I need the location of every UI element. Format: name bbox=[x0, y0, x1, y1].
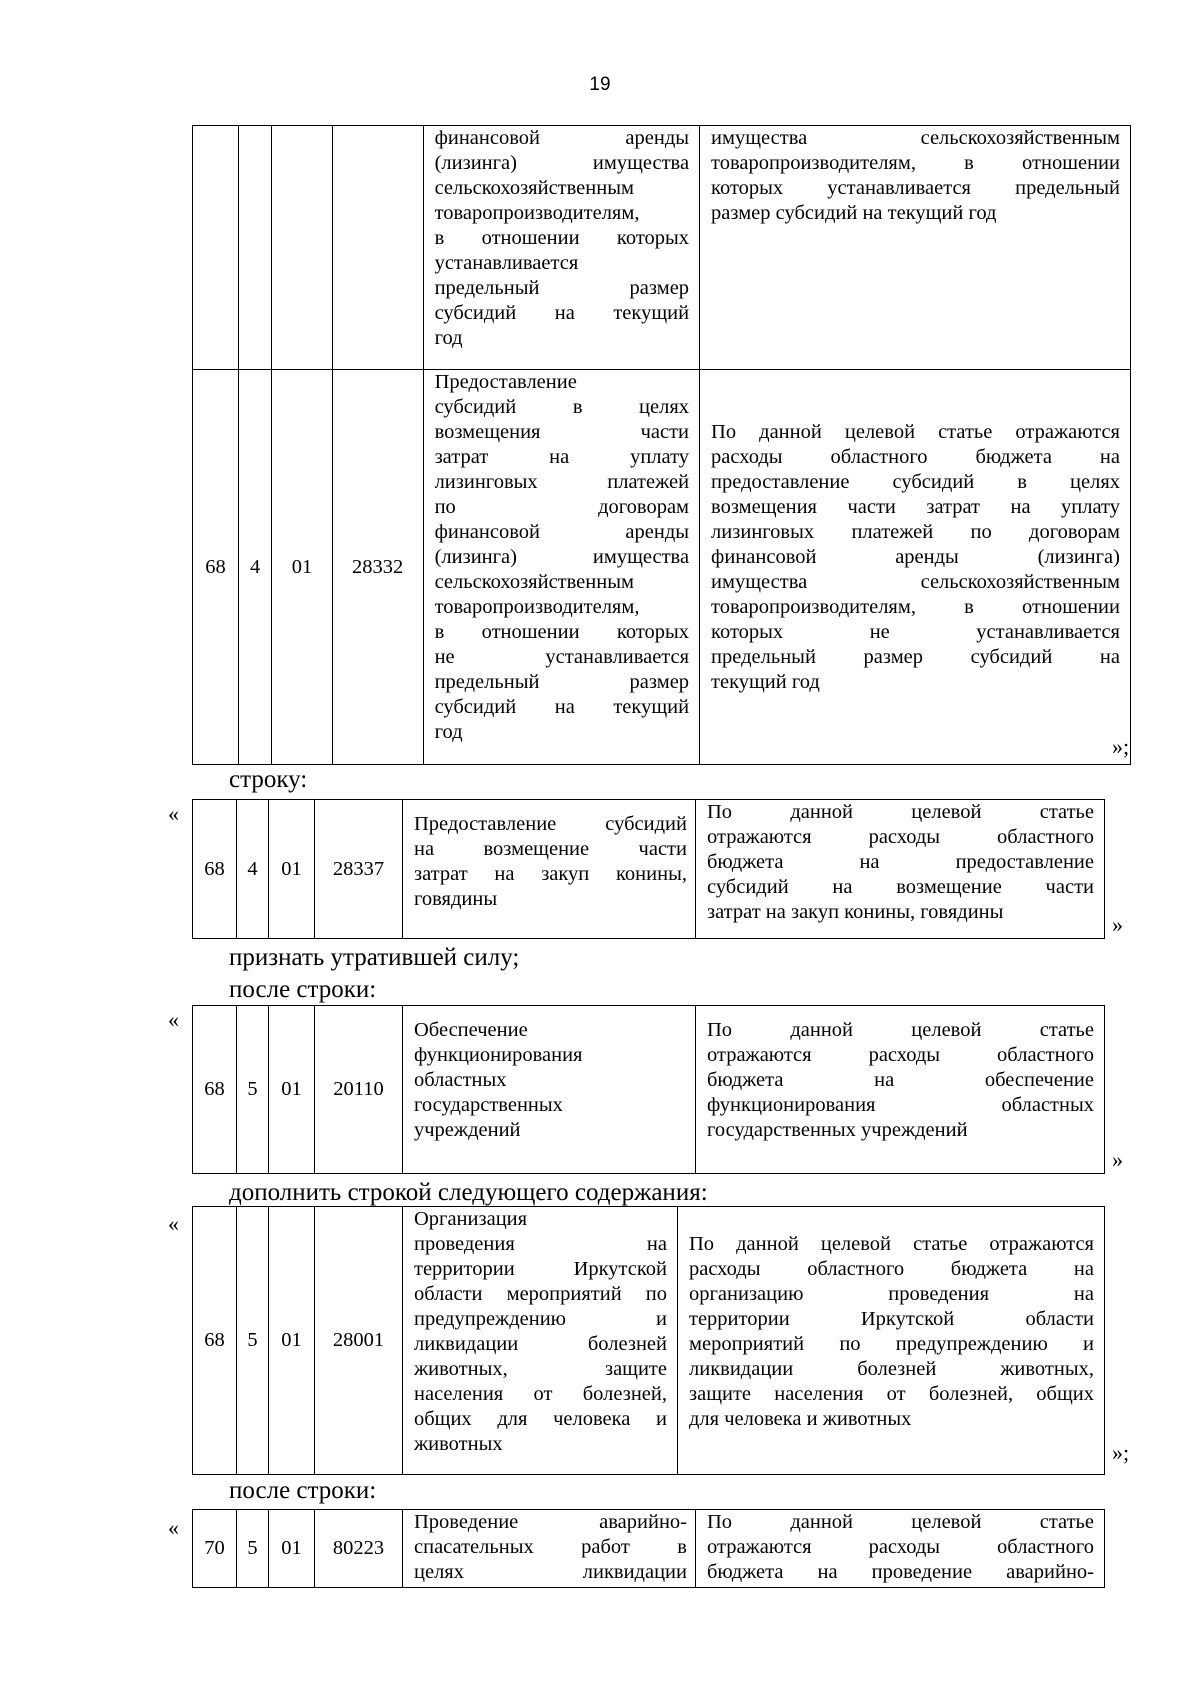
text-line: бюджета на предоставление bbox=[707, 851, 1094, 873]
code-direction: 28337 bbox=[315, 800, 403, 939]
code-direction: 28332 bbox=[332, 370, 423, 765]
text-line: год bbox=[434, 721, 463, 743]
code-main bbox=[193, 126, 239, 370]
text-line: расходы областного бюджета на bbox=[711, 446, 1120, 468]
text-line: предельный размер bbox=[434, 277, 690, 299]
text-line: не устанавливается bbox=[434, 646, 690, 668]
code-main: 68 bbox=[193, 1006, 237, 1174]
table-row bbox=[193, 1510, 1105, 1588]
text-line: которых не устанавливается bbox=[711, 621, 1120, 643]
text-line: мероприятий по предупреждению и bbox=[689, 1333, 1094, 1355]
section-heading: дополнить строкой следующего содержания: bbox=[229, 1179, 708, 1206]
text-line: областных bbox=[414, 1069, 507, 1091]
text-line: субсидий в целях bbox=[434, 396, 690, 418]
text-line: товаропроизводителям, bbox=[434, 596, 640, 618]
text-line: области мероприятий по bbox=[414, 1283, 667, 1305]
item-name-cell bbox=[403, 800, 696, 939]
text-line: субсидий на текущий bbox=[434, 302, 690, 324]
text-line: территории Иркутской bbox=[414, 1258, 667, 1280]
text-line: сельскохозяйственным bbox=[434, 177, 634, 199]
text-line: животных bbox=[414, 1433, 503, 1455]
text-line: (лизинга) имущества bbox=[434, 152, 690, 174]
budget-table-1 bbox=[192, 125, 1131, 765]
code-group: 01 bbox=[272, 370, 333, 765]
text-line: территории Иркутской области bbox=[689, 1308, 1094, 1330]
text-line: государственных bbox=[414, 1094, 563, 1116]
item-name-cell bbox=[403, 1510, 696, 1588]
text-line: размер субсидий на текущий год bbox=[711, 202, 997, 224]
opening-quote: « bbox=[168, 1211, 179, 1236]
text-line: лизинговых платежей по договорам bbox=[711, 521, 1120, 543]
text-line: финансовой аренды bbox=[434, 127, 690, 149]
budget-table-5 bbox=[192, 1509, 1105, 1588]
text-line: ликвидации болезней bbox=[414, 1333, 667, 1355]
text-line: государственных учреждений bbox=[707, 1119, 968, 1141]
budget-table-3 bbox=[192, 1005, 1105, 1174]
text-line: сельскохозяйственным bbox=[434, 571, 634, 593]
table-row bbox=[193, 370, 1131, 765]
text-line: спасательных работ в bbox=[414, 1536, 687, 1558]
text-line: бюджета на проведение аварийно- bbox=[707, 1561, 1094, 1583]
text-line: Предоставление субсидий bbox=[414, 813, 687, 835]
text-line: целях ликвидации bbox=[414, 1561, 687, 1583]
text-line: предоставление субсидий в целях bbox=[711, 471, 1120, 493]
text-line: функционирования областных bbox=[707, 1094, 1094, 1116]
code-group: 01 bbox=[269, 1207, 315, 1475]
text-line: отражаются расходы областного bbox=[707, 826, 1094, 848]
table-row bbox=[193, 1207, 1105, 1475]
code-main: 68 bbox=[193, 800, 237, 939]
code-direction: 80223 bbox=[315, 1510, 403, 1588]
code-group: 01 bbox=[269, 1510, 315, 1588]
code-direction: 28001 bbox=[315, 1207, 403, 1475]
item-name-cell bbox=[403, 1006, 696, 1174]
text-line: отражаются расходы областного bbox=[707, 1044, 1094, 1066]
code-main: 68 bbox=[193, 370, 239, 765]
text-line: По данной целевой статье отражаются bbox=[689, 1233, 1094, 1255]
text-line: ликвидации болезней животных, bbox=[689, 1358, 1094, 1380]
text-line: финансовой аренды (лизинга) bbox=[711, 546, 1120, 568]
code-group: 01 bbox=[269, 1006, 315, 1174]
text-line: текущий год bbox=[711, 671, 820, 693]
code-main: 68 bbox=[193, 1207, 237, 1475]
item-description-cell bbox=[678, 1207, 1105, 1475]
text-line: по договорам bbox=[434, 496, 690, 518]
text-line: функционирования bbox=[414, 1044, 583, 1066]
page-number: 19 bbox=[589, 74, 611, 95]
closing-quote: » bbox=[1112, 1147, 1123, 1172]
budget-table-4 bbox=[192, 1206, 1105, 1475]
text-line: товаропроизводителям, в отношении bbox=[711, 152, 1120, 174]
text-line: населения от болезней, bbox=[414, 1383, 667, 1405]
text-line: субсидий на текущий bbox=[434, 696, 690, 718]
text-line: субсидий на возмещение части bbox=[707, 876, 1094, 898]
item-description-cell bbox=[700, 370, 1131, 765]
section-heading: после строки: bbox=[229, 976, 377, 1003]
code-sub: 4 bbox=[237, 800, 269, 939]
text-line: расходы областного бюджета на bbox=[689, 1258, 1094, 1280]
text-line: которых устанавливается предельный bbox=[711, 177, 1120, 199]
section-heading: после строки: bbox=[229, 1477, 377, 1504]
text-line: По данной целевой статье отражаются bbox=[711, 421, 1120, 443]
opening-quote: « bbox=[168, 1515, 179, 1540]
text-line: в отношении которых bbox=[434, 227, 690, 249]
text-line: возмещения части затрат на уплату bbox=[711, 496, 1120, 518]
table-row bbox=[193, 1006, 1105, 1174]
table-row bbox=[193, 126, 1131, 370]
code-sub: 5 bbox=[237, 1510, 269, 1588]
text-line: затрат на закуп конины, bbox=[414, 863, 687, 885]
text-line: предельный размер bbox=[434, 671, 690, 693]
closing-quote: » bbox=[1112, 912, 1123, 937]
text-line: общих для человека и bbox=[414, 1408, 667, 1430]
text-line: на возмещение части bbox=[414, 838, 687, 860]
text-line: Обеспечение bbox=[414, 1019, 528, 1041]
text-line: отражаются расходы областного bbox=[707, 1536, 1094, 1558]
opening-quote: « bbox=[168, 801, 179, 826]
text-line: защите населения от болезней, общих bbox=[689, 1383, 1094, 1405]
code-sub bbox=[238, 126, 271, 370]
text-line: (лизинга) имущества bbox=[434, 546, 690, 568]
text-line: По данной целевой статье bbox=[707, 801, 1094, 823]
text-line: имущества сельскохозяйственным bbox=[711, 127, 1120, 149]
text-line: затрат на закуп конины, говядины bbox=[707, 901, 1004, 923]
text-line: товаропроизводителям, в отношении bbox=[711, 596, 1120, 618]
opening-quote: « bbox=[168, 1007, 179, 1032]
text-line: в отношении которых bbox=[434, 621, 690, 643]
item-description-cell bbox=[696, 1006, 1105, 1174]
text-line: имущества сельскохозяйственным bbox=[711, 571, 1120, 593]
text-line: для человека и животных bbox=[689, 1408, 912, 1430]
text-line: предельный размер субсидий на bbox=[711, 646, 1120, 668]
code-sub: 4 bbox=[238, 370, 271, 765]
budget-table-2 bbox=[192, 799, 1105, 939]
code-sub: 5 bbox=[237, 1006, 269, 1174]
text-line: проведения на bbox=[414, 1233, 667, 1255]
text-line: товаропроизводителям, bbox=[434, 202, 640, 224]
code-direction: 20110 bbox=[315, 1006, 403, 1174]
section-heading: строку: bbox=[229, 766, 308, 793]
text-line: затрат на уплату bbox=[434, 446, 690, 468]
text-line: говядины bbox=[414, 888, 498, 910]
text-line: учреждений bbox=[414, 1119, 521, 1141]
code-main: 70 bbox=[193, 1510, 237, 1588]
item-description-cell bbox=[700, 126, 1131, 370]
closing-quote: »; bbox=[1112, 734, 1130, 759]
text-line: животных, защите bbox=[414, 1358, 667, 1380]
text-line: По данной целевой статье bbox=[707, 1019, 1094, 1041]
text-line: организацию проведения на bbox=[689, 1283, 1094, 1305]
closing-quote: »; bbox=[1112, 1440, 1130, 1465]
text-line: лизинговых платежей bbox=[434, 471, 690, 493]
item-description-cell bbox=[696, 800, 1105, 939]
section-heading: признать утратившей силу; bbox=[229, 944, 520, 971]
code-group bbox=[272, 126, 333, 370]
code-direction bbox=[332, 126, 423, 370]
text-line: предупреждению и bbox=[414, 1308, 667, 1330]
text-line: Предоставление bbox=[434, 371, 577, 393]
text-line: По данной целевой статье bbox=[707, 1511, 1094, 1533]
code-sub: 5 bbox=[237, 1207, 269, 1475]
text-line: устанавливается bbox=[434, 252, 579, 274]
text-line: возмещения части bbox=[434, 421, 690, 443]
item-name-cell bbox=[423, 370, 699, 765]
item-name-cell bbox=[403, 1207, 678, 1475]
text-line: Проведение аварийно- bbox=[414, 1511, 687, 1533]
table-row bbox=[193, 800, 1105, 939]
text-line: год bbox=[434, 327, 463, 349]
text-line: бюджета на обеспечение bbox=[707, 1069, 1094, 1091]
code-group: 01 bbox=[269, 800, 315, 939]
item-description-cell bbox=[696, 1510, 1105, 1588]
item-name-cell bbox=[423, 126, 699, 370]
text-line: финансовой аренды bbox=[434, 521, 690, 543]
text-line: Организация bbox=[414, 1208, 528, 1230]
